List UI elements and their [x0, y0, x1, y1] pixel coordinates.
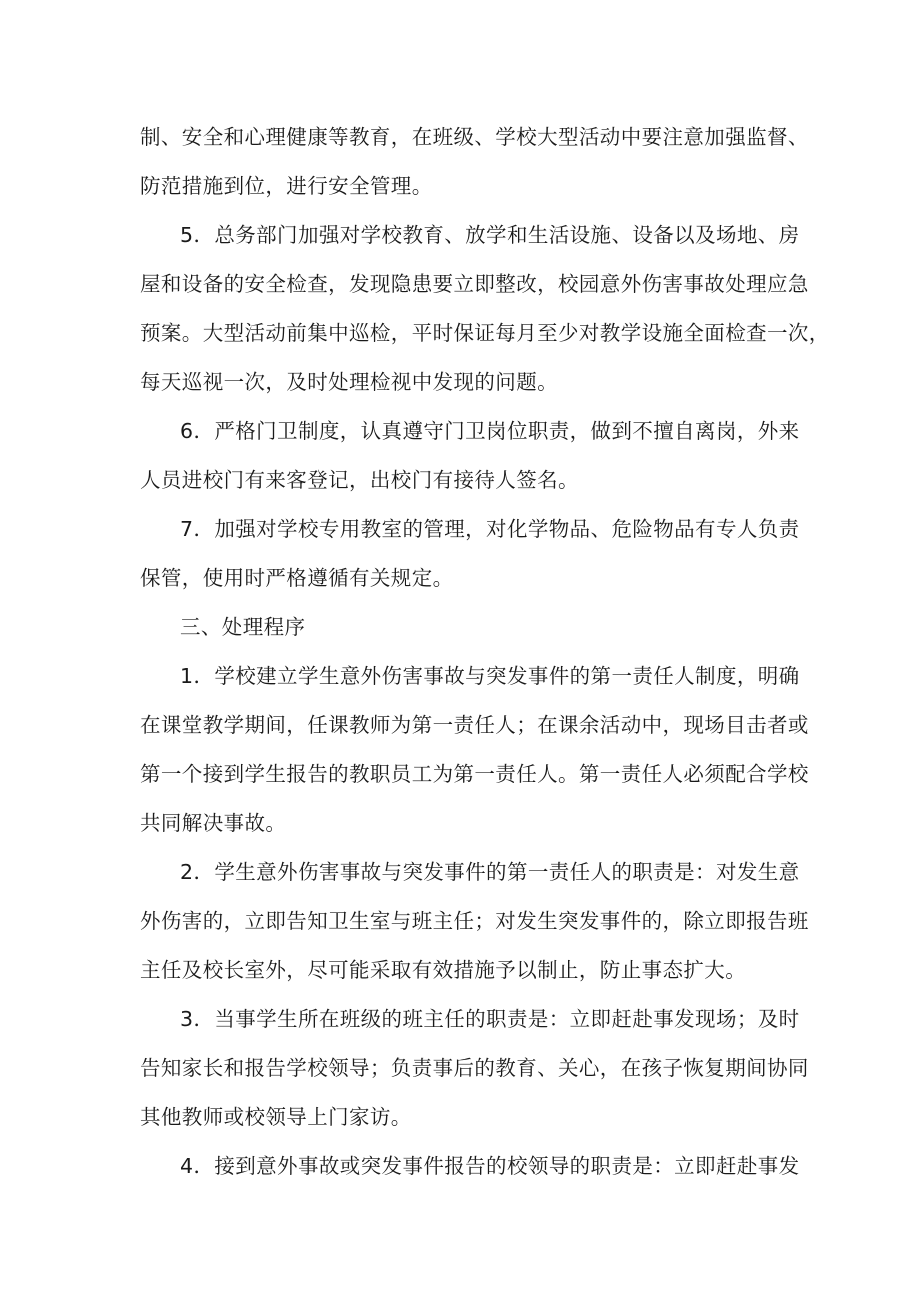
text-line: 预案。大型活动前集中巡检，平时保证每月至少对教学设施全面检查一次，: [140, 321, 830, 345]
paragraph-start-line: 2．学生意外伤害事故与突发事件的第一责任人的职责是：对发生意: [180, 860, 800, 884]
text-line: 外伤害的，立即告知卫生室与班主任；对发生突发事件的，除立即报告班: [140, 909, 809, 933]
text-line: 第一个接到学生报告的教职员工为第一责任人。第一责任人必须配合学校: [140, 762, 809, 786]
paragraph-start-line: 7．加强对学校专用教室的管理，对化学物品、危险物品有专人负责: [180, 517, 800, 541]
paragraph-start-line: 5．总务部门加强对学校教育、放学和生活设施、设备以及场地、房: [180, 223, 800, 247]
text-line: 共同解决事故。: [140, 811, 287, 835]
text-line: 其他教师或校领导上门家访。: [140, 1105, 412, 1129]
text-line: 制、安全和心理健康等教育，在班级、学校大型活动中要注意加强监督、: [140, 125, 809, 149]
text-line: 主任及校长室外，尽可能采取有效措施予以制止，防止事态扩大。: [140, 958, 747, 982]
text-line: 在课堂教学期间，任课教师为第一责任人；在课余活动中，现场目击者或: [140, 713, 809, 737]
paragraph-start-line: 1．学校建立学生意外伤害事故与突发事件的第一责任人制度，明确: [180, 664, 800, 688]
text-line: 屋和设备的安全检查，发现隐患要立即整改，校园意外伤害事故处理应急: [140, 272, 809, 296]
text-line: 防范措施到位，进行安全管理。: [140, 174, 433, 198]
paragraph-start-line: 4．接到意外事故或突发事件报告的校领导的职责是：立即赶赴事发: [180, 1154, 800, 1178]
text-line: 保管，使用时严格遵循有关规定。: [140, 566, 454, 590]
paragraph-start-line: 6．严格门卫制度，认真遵守门卫岗位职责，做到不擅自离岗，外来: [180, 419, 800, 443]
section-heading: 三、处理程序: [180, 615, 306, 639]
text-line: 告知家长和报告学校领导；负责事后的教育、关心，在孩子恢复期间协同: [140, 1056, 809, 1080]
text-line: 人员进校门有来客登记，出校门有接待人签名。: [140, 468, 579, 492]
paragraph-start-line: 3．当事学生所在班级的班主任的职责是：立即赶赴事发现场；及时: [180, 1007, 800, 1031]
text-line: 每天巡视一次，及时处理检视中发现的问题。: [140, 370, 558, 394]
